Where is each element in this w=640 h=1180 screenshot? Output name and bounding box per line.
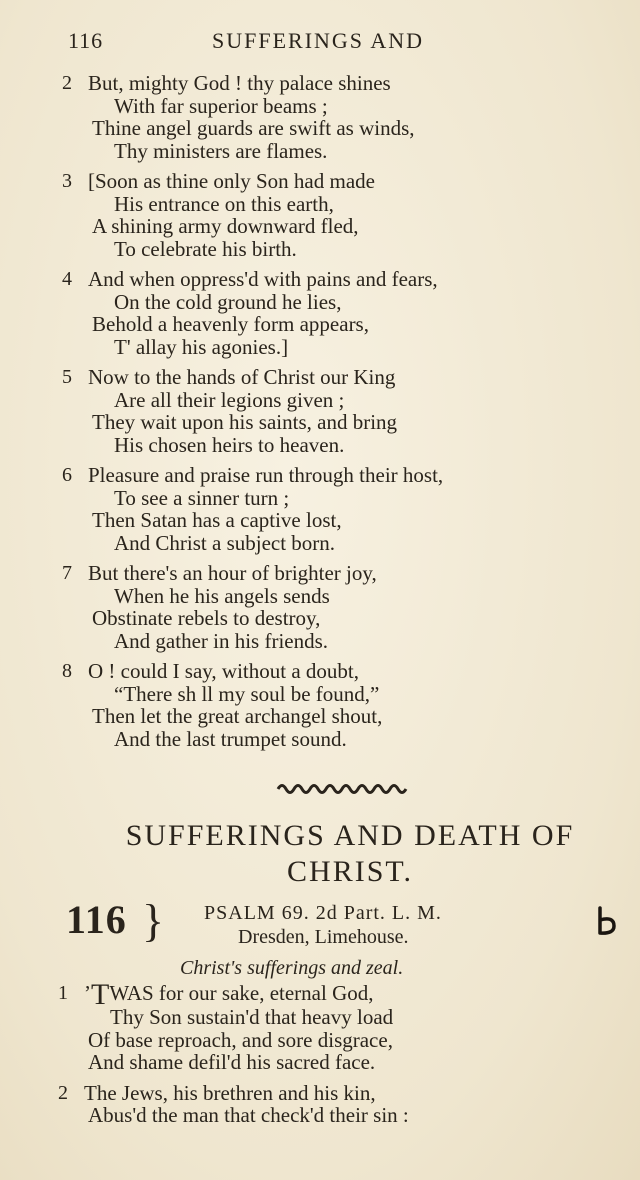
stanza-number: 2	[58, 1081, 68, 1104]
section-title	[80, 818, 620, 890]
verse-line: And shame defil'd his sacred face.	[88, 1050, 376, 1074]
hymn-number: 116	[66, 897, 127, 942]
wave-ornament	[276, 778, 410, 800]
brace: }	[142, 895, 165, 946]
verse-line: They wait upon his saints, and bring	[92, 410, 398, 434]
verse-line: Thine angel guards are swift as winds,	[92, 116, 415, 140]
section-title-line: CHRIST.	[287, 855, 413, 888]
verse-line: [Soon as thine only Son had made	[88, 169, 375, 193]
verse-line: To celebrate his birth.	[114, 236, 297, 261]
psalm-title: PSALM 69. 2d Part. L. M.	[204, 902, 442, 924]
drop-cap: T	[91, 978, 110, 1011]
verse-line: Pleasure and praise run through their host,	[88, 463, 444, 487]
verse-line: O ! could I say, without a doubt,	[88, 659, 360, 683]
verse-line: A shining army downward fled,	[92, 214, 359, 238]
verse-line: Thy Son sustain'd that heavy load	[110, 1005, 394, 1029]
verse-line: Thy ministers are flames.	[114, 138, 328, 163]
stanza-3	[62, 170, 602, 260]
opening-quote: ’	[84, 981, 91, 1005]
stanza-number: 7	[62, 562, 72, 584]
hymn-continued	[62, 72, 602, 758]
stanza-number: 6	[62, 464, 72, 486]
stanza-2	[58, 1082, 618, 1127]
stanza-8	[62, 660, 602, 750]
stanza-6	[62, 464, 602, 554]
stanza-4	[62, 268, 602, 358]
running-head	[62, 28, 582, 58]
verse-line: But, mighty God ! thy palace shines	[88, 71, 391, 95]
verse-line: And the last trumpet sound.	[114, 726, 347, 751]
page-number: 116	[68, 28, 104, 53]
psalm-heading	[66, 895, 626, 960]
verse-line: The Jews, his brethren and his kin,	[84, 1080, 376, 1105]
verse-line: T' allay his agonies.]	[114, 334, 289, 359]
verse-line: “There sh ll my soul be found,”	[114, 681, 380, 706]
verse-line: And Christ a subject born.	[114, 530, 336, 555]
verse-line: Then let the great archangel shout,	[92, 704, 383, 728]
stanza-number: 2	[62, 72, 72, 94]
stanza-number: 8	[62, 660, 72, 682]
section-title-line: SUFFERINGS AND DEATH OF	[125, 819, 575, 852]
verse-line: His entrance on this earth,	[114, 191, 334, 216]
verse-line: To see a sinner turn ;	[114, 485, 290, 510]
hymn-subtitle: Christ's sufferings and zeal.	[180, 957, 404, 979]
stanza-number: 5	[62, 366, 72, 388]
running-title: SUFFERINGS AND	[212, 28, 424, 53]
stanza-number: 1	[58, 982, 68, 1004]
stanza-2	[62, 72, 602, 162]
verse-line: Obstinate rebels to destroy,	[92, 606, 321, 630]
verse-line: Behold a heavenly form appears,	[92, 312, 369, 336]
verse-line: And when oppress'd with pains and fears,	[88, 267, 438, 291]
stanza-1	[58, 978, 618, 1074]
stanza-number: 3	[62, 170, 72, 192]
hymn-116	[58, 978, 618, 1135]
verse-first-line	[58, 978, 618, 1011]
stanza-5	[62, 366, 602, 456]
stanza-number: 4	[62, 268, 72, 290]
stanza-7	[62, 562, 602, 652]
verse-line: Of base reproach, and sore disgrace,	[88, 1027, 393, 1052]
verse-line: WAS for our sake, eternal God,	[109, 981, 374, 1005]
verse-line: Abus'd the man that check'd their sin :	[88, 1103, 409, 1127]
verse-line: When he his angels sends	[114, 583, 330, 608]
verse-line: With far superior beams ;	[114, 93, 328, 118]
verse-line: His chosen heirs to heaven.	[114, 432, 345, 457]
verse-line: Then Satan has a captive lost,	[92, 508, 342, 532]
verse-line: But there's an hour of brighter joy,	[88, 561, 377, 585]
verse-line: Are all their legions given ;	[114, 387, 345, 412]
margin-ink-mark	[596, 906, 618, 936]
verse-line: Now to the hands of Christ our King	[88, 365, 396, 389]
verse-line: On the cold ground he lies,	[114, 289, 342, 314]
verse-line: And gather in his friends.	[114, 628, 329, 653]
tune-names: Dresden, Limehouse.	[238, 926, 409, 948]
